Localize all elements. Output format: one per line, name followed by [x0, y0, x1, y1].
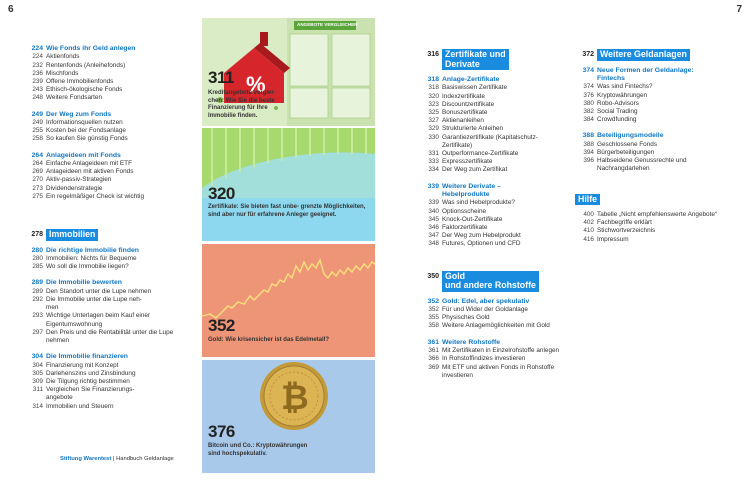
entry-page: 264: [32, 160, 43, 168]
entry-title: Geschlossene Fonds: [597, 140, 658, 148]
toc-entry[interactable]: [420, 125, 568, 133]
entry-page: 273: [32, 184, 43, 192]
entry-page: 355: [428, 314, 439, 322]
section-heading[interactable]: 224 Wie Fonds ihr Geld anlegen: [31, 45, 136, 52]
toc-entry[interactable]: [24, 160, 194, 168]
chapter-title: Weitere Geldanlagen: [597, 49, 690, 61]
entry-page: 293: [32, 312, 43, 320]
entry-title: Robo-Advisors: [597, 99, 639, 107]
toc-section: [24, 45, 194, 103]
tile-number: 320: [208, 184, 235, 203]
toc-entry[interactable]: [24, 53, 194, 61]
tile-caption: Gold: Wie krisensicher ist das Edelmetall?: [208, 337, 329, 343]
toc-entry[interactable]: [24, 78, 194, 86]
entry-title: Tabelle „Nicht empfehlenswerte Angebote“: [597, 211, 718, 219]
entry-page: 361: [428, 347, 439, 355]
chapter-title: Hilfe: [575, 194, 600, 206]
entry-title: Futures, Optionen und CFD: [442, 240, 521, 248]
entry-page: 366: [428, 355, 439, 363]
entry-title: Aktienfonds: [46, 53, 80, 61]
section-heading[interactable]: 280 Die richtige Immobilie finden: [31, 246, 139, 254]
toc-entry[interactable]: [24, 127, 194, 135]
toc-entry[interactable]: [420, 347, 568, 355]
toc-entry[interactable]: [575, 100, 735, 108]
entry-page: 320: [428, 92, 439, 100]
entry-title: Basiswissen Zertifikate: [442, 84, 507, 92]
entry-page: 402: [583, 219, 594, 227]
entry-page: 224: [32, 53, 43, 61]
chapter-title: Zertifikate und Derivate: [442, 49, 509, 70]
toc-entry[interactable]: [420, 134, 568, 150]
entry-page: 345: [428, 215, 439, 223]
chapter-heading[interactable]: [24, 229, 194, 241]
tile-certificates: [202, 128, 375, 241]
entry-title: So kaufen Sie günstig Fonds: [46, 135, 128, 143]
tile-caption: Kreditangebote verglei- chen: Wie Sie die beste Finanzierung für Ihre Immobilie finden.: [208, 90, 276, 119]
chapter-page: 350: [427, 272, 439, 280]
entry-page: 380: [583, 99, 594, 107]
entry-title: Wichtige Unterlagen beim Kauf einer Eigentumswohnung: [46, 312, 151, 328]
entry-title: Bürgerbeteiligungen: [597, 148, 655, 156]
toc-entry[interactable]: [575, 92, 735, 100]
toc-entry[interactable]: [420, 93, 568, 101]
entry-title: Kosten bei der Fondsanlage: [46, 127, 126, 135]
svg-text:%: %: [246, 72, 266, 97]
footer-title: Handbuch Geldanlage: [116, 456, 174, 462]
entry-title: Aktiv-passiv-Strategien: [46, 176, 112, 184]
toc-entry[interactable]: [420, 199, 568, 207]
entry-title: Der Weg zum Hebelprodukt: [442, 232, 521, 240]
toc-entry[interactable]: [24, 296, 194, 312]
chapter-heading[interactable]: [420, 271, 568, 292]
entry-title: Ethisch-ökologische Fonds: [46, 86, 123, 94]
toc-entry[interactable]: [24, 403, 194, 411]
footer: [60, 456, 174, 462]
entry-title: Immobilien: Nichts für Bequeme: [46, 254, 137, 262]
toc-entry[interactable]: [24, 288, 194, 296]
entry-page: 330: [428, 133, 439, 141]
entry-page: 258: [32, 135, 43, 143]
toc-section: [24, 247, 194, 272]
entry-page: 331: [428, 150, 439, 158]
toc-entry[interactable]: [575, 227, 735, 235]
section-heading[interactable]: 388 Beteiligungsmodelle: [582, 132, 664, 140]
entry-title: Social Trading: [597, 107, 638, 115]
entry-title: Den Preis und die Rentabilität unter die Lupe nehmen: [46, 328, 174, 344]
svg-text:₿: ₿: [281, 379, 309, 417]
entry-page: 311: [32, 386, 43, 394]
entry-title: Immobilien und Steuern: [46, 402, 114, 410]
toc-entry[interactable]: [24, 312, 194, 328]
entry-page: 339: [428, 199, 439, 207]
toc-section: [24, 279, 194, 345]
toc-entry[interactable]: [575, 116, 735, 124]
toc-entry[interactable]: [24, 62, 194, 70]
chapter-heading[interactable]: [575, 194, 735, 206]
entry-title: Darlehenszins und Zinsbindung: [46, 369, 136, 377]
entry-title: Was sind Fintechs?: [597, 83, 653, 91]
toc-column-4: [575, 43, 735, 252]
entry-title: Weitere Anlagemöglichkeiten mit Gold: [442, 322, 550, 330]
entry-title: Die Tilgung richtig bestimmen: [46, 378, 130, 386]
section-heading[interactable]: 318 Anlage-Zertifikate: [427, 76, 500, 83]
entry-title: In Rohstoffindizes investieren: [442, 355, 526, 363]
entry-page: 369: [428, 363, 439, 371]
toc-entry[interactable]: [420, 355, 568, 363]
entry-title: Impressum: [597, 235, 629, 243]
entry-page: 269: [32, 168, 43, 176]
entry-page: 416: [583, 235, 594, 243]
toc-entry[interactable]: [575, 236, 735, 244]
entry-page: 270: [32, 176, 43, 184]
chapter-page: 278: [31, 231, 43, 239]
footer-sep: |: [112, 456, 115, 462]
tile-financing: [202, 18, 375, 126]
toc-entry[interactable]: [420, 166, 568, 174]
toc-section: [575, 67, 735, 125]
entry-title: Wo soll die Immobilie liegen?: [46, 263, 129, 271]
toc-entry[interactable]: [575, 141, 735, 149]
tile-badge: ANGEBOTE VERGLEICHEN: [297, 22, 358, 27]
page-number-left: 6: [8, 4, 14, 15]
entry-page: 358: [428, 322, 439, 330]
entry-page: 292: [32, 295, 43, 303]
toc-entry[interactable]: [420, 306, 568, 314]
toc-entry[interactable]: [24, 185, 194, 193]
toc-entry[interactable]: [420, 84, 568, 92]
entry-title: Kryptowährungen: [597, 91, 648, 99]
entry-page: 309: [32, 378, 43, 386]
entry-page: 410: [583, 227, 594, 235]
entry-page: 249: [32, 119, 43, 127]
toc-entry[interactable]: [24, 119, 194, 127]
entry-title: Mit Zertifikaten in Einzelrohstoffe anlegen: [442, 347, 560, 355]
entry-title: Expresszertifikate: [442, 158, 493, 166]
entry-title: Der Weg zum Zertifikat: [442, 166, 508, 174]
entry-page: 243: [32, 86, 43, 94]
entry-page: 388: [583, 140, 594, 148]
toc-entry[interactable]: [420, 117, 568, 125]
chapter-title: Gold und andere Rohstoffe: [442, 271, 539, 292]
toc-entry[interactable]: [420, 224, 568, 232]
entry-title: Anlageideen mit aktiven Fonds: [46, 168, 134, 176]
entry-title: Für und Wider der Goldanlage: [442, 306, 528, 314]
entry-page: 384: [583, 116, 594, 124]
entry-title: Offene Immobilienfonds: [46, 78, 114, 86]
entry-page: 374: [583, 83, 594, 91]
entry-page: 348: [428, 240, 439, 248]
entry-title: Garantiezertifikate (Kapitalschutz- Zertifikate): [442, 133, 538, 149]
entry-page: 236: [32, 69, 43, 77]
entry-title: Informationsquellen nutzen: [46, 119, 123, 127]
entry-title: Vergleichen Sie Finanzierungs- angebote: [46, 386, 135, 402]
toc-entry[interactable]: [575, 83, 735, 91]
toc-entry[interactable]: [420, 109, 568, 117]
chapter-page: 316: [427, 51, 439, 58]
page-number-right: 7: [736, 4, 742, 15]
entry-page: 346: [428, 224, 439, 232]
entry-title: Finanzierung mit Konzept: [46, 361, 119, 369]
section-heading[interactable]: 352 Gold: Edel, aber spekulativ: [427, 297, 530, 305]
toc-entry[interactable]: [420, 322, 568, 330]
footer-brand: Stiftung Warentest: [60, 456, 112, 462]
entry-page: 285: [32, 263, 43, 271]
entry-title: Discountzertifikate: [442, 100, 495, 108]
toc-entry[interactable]: [24, 94, 194, 102]
toc-section: [420, 183, 568, 249]
entry-title: Indexzertifikate: [442, 92, 485, 100]
tile-caption: Bitcoin und Co.: Kryptowährungen sind hochspekulativ.: [208, 443, 308, 457]
toc-entry[interactable]: [24, 263, 194, 271]
entry-page: 297: [32, 328, 43, 336]
toc-entry[interactable]: [24, 329, 194, 345]
chapter-page: 372: [582, 51, 594, 58]
entry-page: 232: [32, 61, 43, 69]
chapter-heading[interactable]: [575, 49, 735, 61]
toc-entry[interactable]: [575, 108, 735, 116]
toc-entry[interactable]: [24, 135, 194, 143]
entry-title: Ein regelmäßiger Check ist wichtig: [46, 192, 145, 200]
entry-title: Halbseidene Genussrechte und Nachrangdarlehen: [597, 157, 687, 173]
toc-entry[interactable]: [24, 386, 194, 402]
entry-title: Mit ETF und aktiven Fonds in Rohstoffe investieren: [442, 363, 555, 379]
toc-entry[interactable]: [24, 168, 194, 176]
toc-entry[interactable]: [24, 362, 194, 370]
toc-entry[interactable]: [24, 193, 194, 201]
entry-page: 333: [428, 158, 439, 166]
toc-entry[interactable]: [420, 232, 568, 240]
tile-number: 352: [208, 316, 235, 335]
entry-page: 334: [428, 166, 439, 174]
toc-section: [575, 211, 735, 244]
entry-title: Crowdfunding: [597, 116, 637, 124]
entry-page: 239: [32, 78, 43, 86]
toc-entry[interactable]: [420, 208, 568, 216]
toc-section: [24, 152, 194, 201]
toc-entry[interactable]: [24, 176, 194, 184]
toc-entry[interactable]: [420, 158, 568, 166]
entry-title: Physisches Gold: [442, 314, 490, 322]
entry-page: 325: [428, 109, 439, 117]
toc-column-1: [24, 45, 194, 419]
tile-number: 311: [208, 68, 234, 87]
toc-entry[interactable]: [420, 101, 568, 109]
section-heading[interactable]: 361 Weitere Rohstoffe: [427, 338, 501, 346]
entry-title: Outperformance-Zertifikate: [442, 150, 519, 158]
toc-entry[interactable]: [420, 240, 568, 248]
chapter-heading[interactable]: [420, 49, 568, 70]
tile-number: 376: [208, 422, 235, 441]
toc-column-3: [420, 43, 568, 388]
entry-title: Optionsscheine: [442, 207, 487, 215]
toc-entry[interactable]: [575, 157, 735, 173]
toc-section: [420, 339, 568, 380]
section-heading[interactable]: 289 Die Immobilie bewerten: [31, 279, 122, 287]
entry-title: Was sind Hebelprodukte?: [442, 199, 515, 207]
entry-page: 323: [428, 100, 439, 108]
tile-caption: Zertifikate: Sie bieten fast unbe- grenzte Möglichkeiten, sind aber nur für erfahrene Anleger geeignet.: [208, 204, 366, 218]
entry-title: Dividendenstrategie: [46, 184, 103, 192]
toc-entry[interactable]: [420, 216, 568, 224]
toc-section: [24, 111, 194, 144]
tile-gold: [202, 244, 375, 357]
chapter-title: Immobilien: [46, 229, 98, 241]
toc-entry[interactable]: [420, 364, 568, 380]
toc-entry[interactable]: [420, 314, 568, 322]
toc-entry[interactable]: [24, 70, 194, 78]
toc-section: [24, 353, 194, 411]
entry-page: 304: [32, 361, 43, 369]
entry-page: 289: [32, 287, 43, 295]
entry-page: 314: [32, 402, 43, 410]
entry-page: 248: [32, 94, 43, 102]
entry-page: 275: [32, 192, 43, 200]
entry-page: 318: [428, 84, 439, 92]
entry-title: Rentenfonds (Anleihefonds): [46, 61, 126, 69]
entry-page: 376: [583, 91, 594, 99]
entry-page: 400: [583, 211, 594, 219]
entry-page: 394: [583, 148, 594, 156]
section-heading[interactable]: 304 Die Immobilie finanzieren: [31, 353, 128, 361]
toc-section: [420, 76, 568, 175]
toc-section: [420, 298, 568, 331]
section-heading[interactable]: 339 Weitere Derivate – Hebelprodukte: [427, 182, 501, 199]
entry-title: Mischfonds: [46, 69, 79, 77]
toc-section: [575, 132, 735, 173]
tile-bitcoin: [202, 360, 375, 473]
entry-title: Einfache Anlageideen mit ETF: [46, 160, 132, 168]
entry-page: 280: [32, 254, 43, 262]
section-heading[interactable]: 249 Der Weg zum Fonds: [31, 110, 112, 118]
entry-page: 340: [428, 207, 439, 215]
entry-page: 327: [428, 117, 439, 125]
entry-title: Aktienanleihen: [442, 117, 484, 125]
toc-entry[interactable]: [575, 149, 735, 157]
toc-entry[interactable]: [420, 150, 568, 158]
entry-page: 352: [428, 306, 439, 314]
entry-title: Knock-Out-Zertifikate: [442, 215, 503, 223]
entry-page: 329: [428, 125, 439, 133]
toc-entry[interactable]: [24, 255, 194, 263]
section-heading[interactable]: 264 Anlageideen mit Fonds: [31, 151, 121, 159]
toc-entry[interactable]: [24, 370, 194, 378]
entry-page: 382: [583, 107, 594, 115]
entry-title: Weitere Fondsarten: [46, 94, 103, 102]
toc-entry[interactable]: [575, 211, 735, 219]
entry-page: 396: [583, 157, 594, 165]
entry-title: Strukturierte Anleihen: [442, 125, 504, 133]
entry-title: Stichwortverzeichnis: [597, 227, 656, 235]
entry-page: 305: [32, 369, 43, 377]
entry-title: Die Immobilie unter die Lupe neh- men: [46, 295, 142, 312]
toc-entry[interactable]: [24, 378, 194, 386]
entry-title: Fachbegriffe erklärt: [597, 219, 652, 227]
entry-title: Faktorzertifikate: [442, 224, 488, 232]
section-heading[interactable]: 374 Neue Formen der Geldanlage: Fintechs: [582, 66, 694, 82]
entry-page: 347: [428, 232, 439, 240]
entry-title: Den Standort unter die Lupe nehmen: [46, 287, 152, 295]
toc-entry[interactable]: [575, 219, 735, 227]
entry-title: Bonuszertifikate: [442, 109, 488, 117]
toc-entry[interactable]: [24, 86, 194, 94]
entry-page: 255: [32, 127, 43, 135]
